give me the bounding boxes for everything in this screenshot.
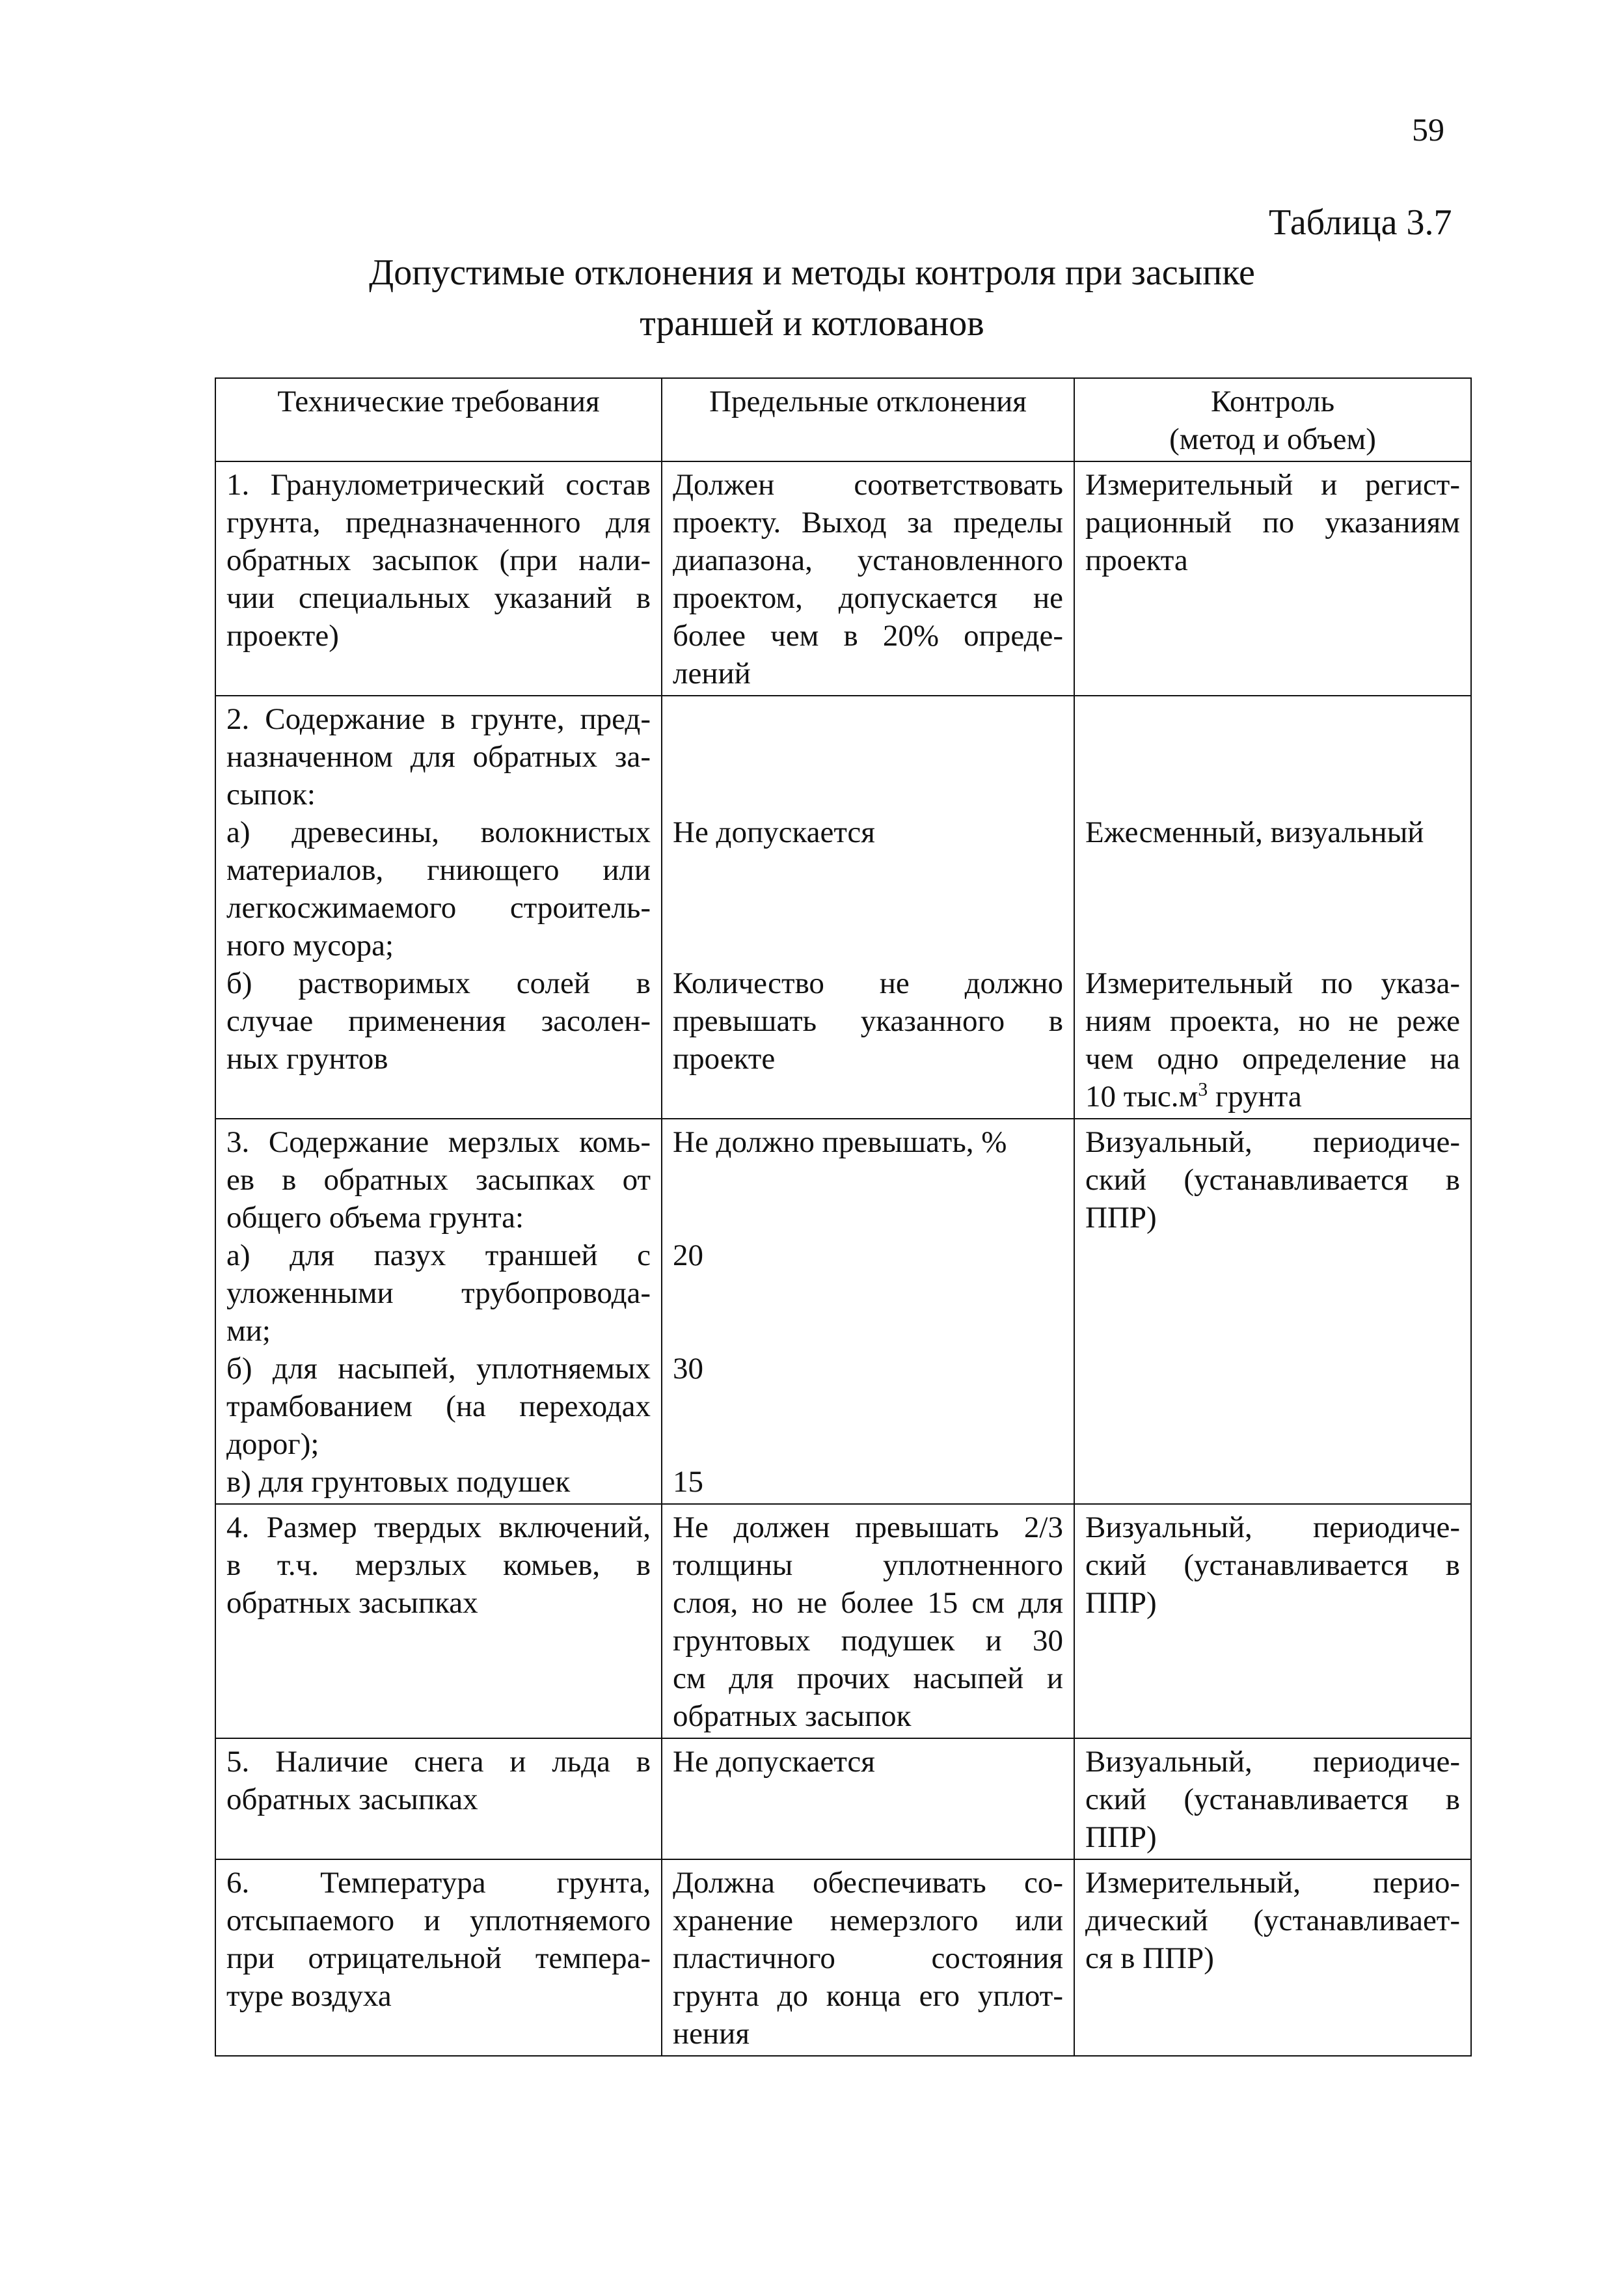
table-row [215, 1504, 1471, 1738]
row1-control: Измерительный и регист- рационный по указаниям проекта [1074, 461, 1471, 696]
row4-control: Визуальный, периодиче- ский (устанавливается в ППР) [1074, 1504, 1471, 1738]
table-row [215, 696, 1471, 1119]
row5-requirement: 5. Наличие снега и льда в обратных засыпках [215, 1738, 662, 1859]
row2-requirement: 2. Содержание в грунте, пред- назначенном для обратных за- сыпок: а) древесины, волокнистых материалов, гниющего или легкосжимаемого строитель- ного мусора; б) растворимых солей в случае применения засолен- ных грунтов [215, 696, 662, 1119]
header-control: Контроль (метод и объем) [1074, 378, 1471, 461]
row6-requirement: 6. Температура грунта, отсыпаемого и уплотняемого при отрицательной темпера- туре воздуха [215, 1859, 662, 2056]
row5-deviation: Не допускается [662, 1738, 1074, 1859]
table-title-line-1: Допустимые отклонения и методы контроля при засыпке [369, 253, 1255, 293]
row2-deviation: Не допускается Количество не должно превышать указанного в проекте [662, 696, 1074, 1119]
header-limit-deviations: Предельные отклонения [662, 378, 1074, 461]
table-title [0, 247, 1624, 349]
table-row [215, 1738, 1471, 1859]
row1-requirement: 1. Гранулометрический состав грунта, предназначенного для обратных засыпок (при нали- чии специальных указаний в проекте) [215, 461, 662, 696]
row3-deviation: Не должно превышать, % 20 30 15 [662, 1119, 1074, 1504]
table-row [215, 1859, 1471, 2056]
header-technical-requirements: Технические требования [215, 378, 662, 461]
page-number: 59 [1412, 111, 1444, 148]
row6-control: Измерительный, перио- дический (устанавливает- ся в ППР) [1074, 1859, 1471, 2056]
row3-control: Визуальный, периодиче- ский (устанавливается в ППР) [1074, 1119, 1471, 1504]
row6-deviation: Должна обеспечивать со- хранение немерзлого или пластичного состояния грунта до конца его уплот- нения [662, 1859, 1074, 2056]
header-row [215, 378, 1471, 461]
table-row [215, 1119, 1471, 1504]
row4-deviation: Не должен превышать 2/3 толщины уплотненного слоя, но не более 15 см для грунтовых подушек и 30 см для прочих насыпей и обратных засыпок [662, 1504, 1074, 1738]
deviation-table [215, 377, 1472, 2057]
row1-deviation: Должен соответствовать проекту. Выход за пределы диапазона, установленного проектом, допускается не более чем в 20% опреде- лений [662, 461, 1074, 696]
row4-requirement: 4. Размер твердых включений, в т.ч. мерзлых комьев, в обратных засыпках [215, 1504, 662, 1738]
row2-control: Ежесменный, визуальный Измерительный по указа- ниям проекта, но не реже чем одно определение на 10 $тыс.м^3$ грунта [1074, 696, 1471, 1119]
table-label: Таблица 3.7 [1269, 202, 1452, 243]
table-title-line-2: траншей и котлованов [640, 303, 984, 344]
row5-control: Визуальный, периодиче- ский (устанавливается в ППР) [1074, 1738, 1471, 1859]
row3-requirement: 3. Содержание мерзлых комь- ев в обратных засыпках от общего объема грунта: а) для пазух траншей с уложенными трубопровода- ми; б) для насыпей, уплотняемых трамбованием (на переходах дорог); в) для грунтовых подушек [215, 1119, 662, 1504]
table-row [215, 461, 1471, 696]
